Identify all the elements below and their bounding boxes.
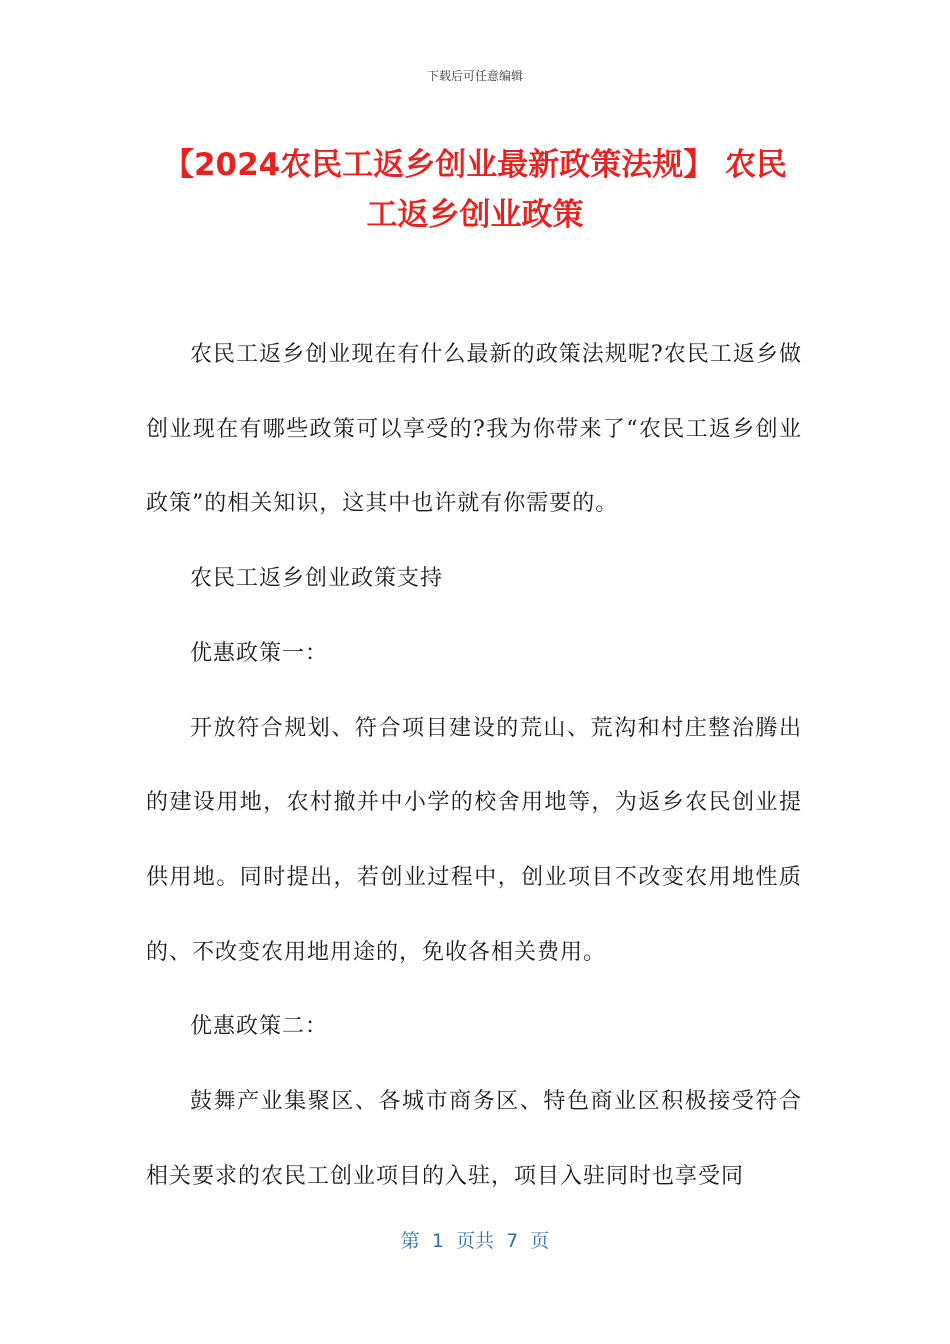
page-number-footer: 第 1 页共 7 页	[400, 1230, 550, 1252]
paragraph-policy-one-heading: 优惠政策一：	[190, 640, 329, 666]
paragraph-intro: 农民工返乡创业现在有什么最新的政策法规呢?农民工返乡做创业现在有哪些政策可以享受的?我为你带来了“农民工返乡创业政策”的相关知识，这其中也许就有你需要的。	[146, 342, 802, 517]
paragraph-policy-one-body: 开放符合规划、符合项目建设的荒山、荒沟和村庄整治腾出的建设用地，农村撤并中小学的校舍用地等，为返乡农民创业提供用地。同时提出，若创业过程中，创业项目不改变农用地性质的、不改变农用地用途的，免收各相关费用。	[146, 715, 802, 965]
document-body	[146, 318, 802, 1214]
paragraph-policy-two-heading: 优惠政策二：	[190, 1014, 329, 1040]
document-title: 【2024农民工返乡创业最新政策法规】 农民工返乡创业政策	[162, 147, 788, 233]
header-note: 下载后可任意编辑	[426, 69, 523, 83]
paragraph-policy-two-body: 鼓舞产业集聚区、各城市商务区、特色商业区积极接受符合相关要求的农民工创业项目的入驻，项目入驻同时也享受同	[146, 1089, 802, 1189]
paragraph-section-heading: 农民工返乡创业政策支持	[190, 566, 444, 592]
